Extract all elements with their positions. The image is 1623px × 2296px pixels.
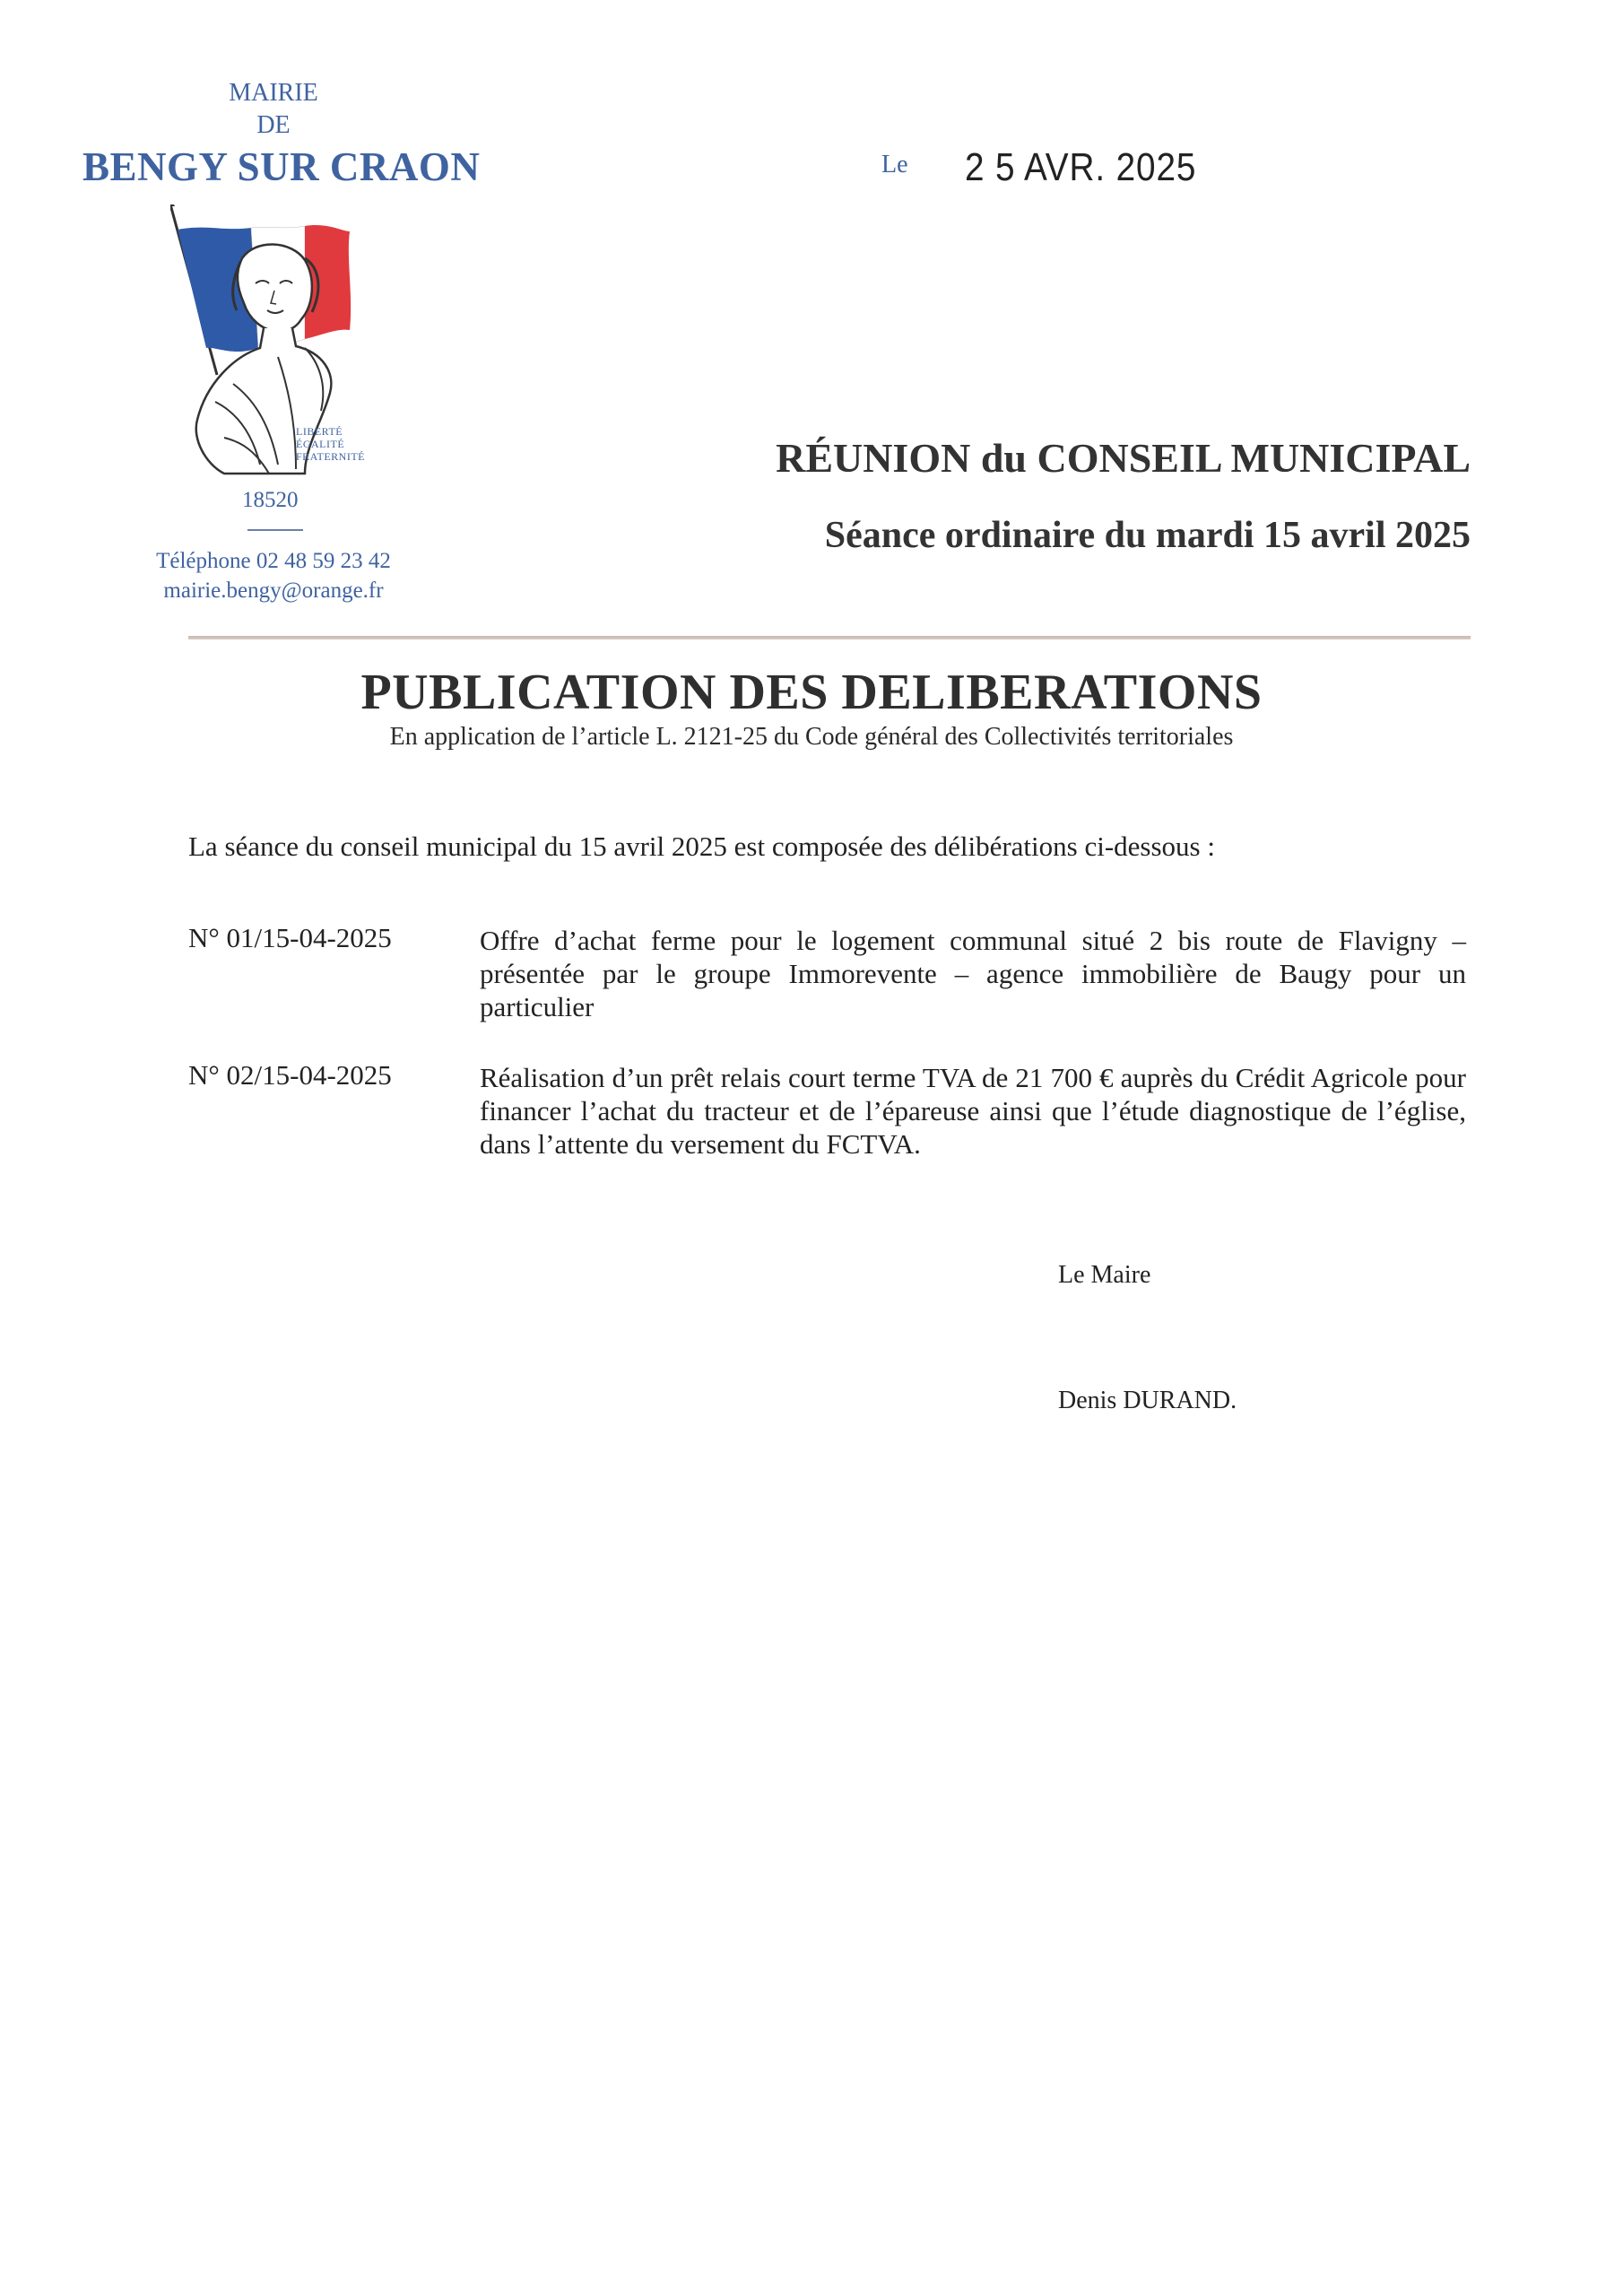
- phone-number: Téléphone 02 48 59 23 42: [156, 549, 391, 573]
- de-label: DE: [256, 111, 291, 139]
- signature-name: Denis DURAND.: [1058, 1387, 1237, 1414]
- signature-title: Le Maire: [1058, 1261, 1151, 1289]
- postal-divider: [247, 529, 303, 531]
- deliberation-number: N° 02/15-04-2025: [188, 1059, 392, 1091]
- meeting-subtitle: Séance ordinaire du mardi 15 avril 2025: [824, 515, 1471, 556]
- motto-egalite: ÉGALITÉ: [296, 438, 345, 450]
- date-prefix: Le: [881, 151, 908, 178]
- motto-liberte: LIBERTÉ: [296, 425, 343, 438]
- deliberation-text: Réalisation d’un prêt relais court terme TVA de 21 700 € auprès du Crédit Agricole pour financer l’achat du tracteur et de l’épareuse ainsi que l’étude diagnostique de l’église, dans l’attente du versement du FCTVA.: [480, 1062, 1466, 1160]
- postal-code: 18520: [242, 488, 299, 512]
- deliberation-number: N° 01/15-04-2025: [188, 922, 392, 953]
- commune-name: BENGY SUR CRAON: [82, 144, 481, 189]
- publication-subtitle: En application de l’article L. 2121-25 du Code général des Collectivités territoriales: [389, 723, 1234, 751]
- header-divider: [188, 636, 1471, 639]
- deliberation-text: Offre d’achat ferme pour le logement communal situé 2 bis route de Flavigny – présentée par le groupe Immorevente – agence immobilière de Baugy pour un particulier: [480, 925, 1466, 1022]
- intro-text: La séance du conseil municipal du 15 avril 2025 est composée des délibérations ci-dessous :: [188, 831, 1215, 862]
- motto-fraternite: FRATERNITÉ: [296, 450, 365, 463]
- mairie-label: MAIRIE: [229, 79, 318, 107]
- publication-title: PUBLICATION DES DELIBERATIONS: [360, 665, 1263, 720]
- date-stamp: 2 5 AVR. 2025: [965, 145, 1197, 189]
- meeting-title: RÉUNION du CONSEIL MUNICIPAL: [776, 435, 1471, 481]
- republic-motto: [296, 425, 365, 463]
- email-address: mairie.bengy@orange.fr: [163, 578, 384, 603]
